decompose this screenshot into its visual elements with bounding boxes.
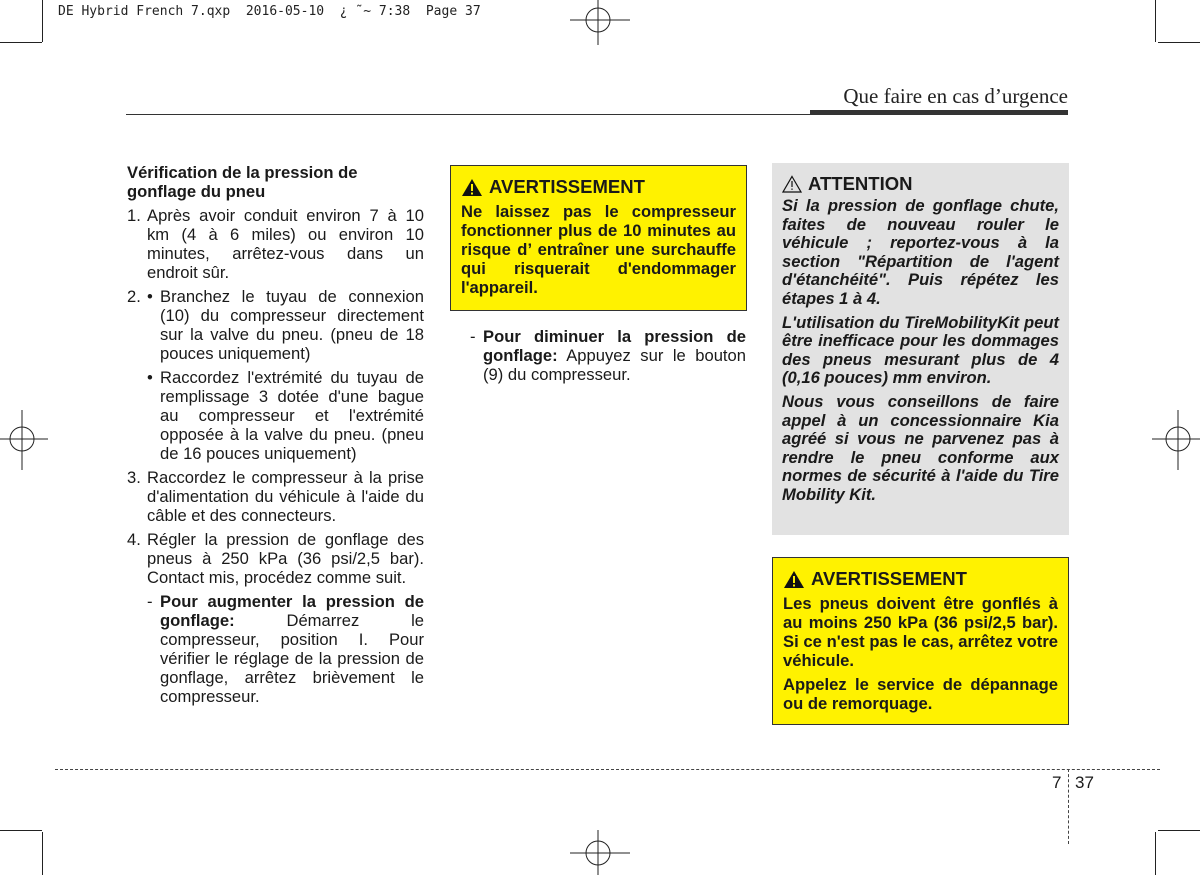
warning-triangle-icon <box>461 178 483 197</box>
warning-box-inflation <box>772 557 1069 725</box>
increase-label: Pour augmenter la pression de gonflage: <box>160 592 424 630</box>
registration-mark-right <box>1152 410 1200 470</box>
section-title: Que faire en cas d’urgence <box>843 84 1068 108</box>
registration-mark-top <box>570 0 630 45</box>
step-text: Après avoir conduit environ 7 à 10 km (4 à 6 miles) ou environ 10 minutes, arrêtez-vous dans un endroit sûr. <box>147 206 424 282</box>
dash-marker: - <box>147 592 153 611</box>
instructions-column <box>127 163 424 706</box>
caution-triangle-icon <box>782 175 802 193</box>
attention-box <box>772 163 1069 535</box>
decrease-pressure-item <box>470 327 746 384</box>
chapter-number: 7 <box>1052 773 1062 792</box>
decrease-label: Pour diminuer la pression de gonflage: <box>483 327 746 365</box>
step-1 <box>127 206 424 282</box>
step-2 <box>127 287 424 463</box>
footer-dashed-divider <box>1068 769 1069 844</box>
instructions-heading: Vérification de la pression de gonflage du pneu <box>127 163 358 201</box>
warning-paragraph: Les pneus doivent être gonflés à au moins 250 kPa (36 psi/2,5 bar). Si ce n'est pas le cas, arrêtez votre véhicule. <box>783 594 1058 670</box>
footer-dashed-line <box>55 769 1160 770</box>
increase-pressure-item <box>127 592 424 706</box>
warning-box-compressor <box>450 165 747 311</box>
registration-mark-bottom <box>570 830 630 875</box>
attention-paragraph: L'utilisation du TireMobilityKit peut être inefficace pour les dommages des pneus mesurant plus de 4 (0,16 pouces) mm environ. <box>782 312 1059 388</box>
bullet-icon: • <box>147 368 153 387</box>
warning-title: AVERTISSEMENT <box>489 176 645 197</box>
step-number: 4. <box>127 530 141 549</box>
page-number: 37 <box>1075 773 1094 792</box>
bullet-item <box>147 287 424 363</box>
bullet-item <box>147 368 424 463</box>
header-rule <box>126 114 810 115</box>
print-header: DE Hybrid French 7.qxp 2016-05-10 ¿ ˜~ 7:38 Page 37 <box>58 4 481 19</box>
step-text: Raccordez le compresseur à la prise d'alimentation du véhicule à l'aide du câble et des connecteurs. <box>147 468 424 525</box>
dash-marker: - <box>470 327 476 346</box>
step-3 <box>127 468 424 525</box>
bullet-text: Branchez le tuyau de connexion (10) du compresseur directement sur la valve du pneu. (pneu de 18 pouces uniquement) <box>160 287 424 363</box>
registration-mark-left <box>0 410 48 470</box>
attention-paragraph: Nous vous conseillons de faire appel à un concessionnaire Kia agréé si vous ne parvenez pas à rendre le pneu conforme aux normes de sécurité à l'aide du Tire Mobility Kit. <box>782 391 1059 504</box>
header-rule-thick <box>810 110 1068 115</box>
attention-paragraph: Si la pression de gonflage chute, faites de nouveau rouler le véhicule ; reportez-vous à la section "Répartition de l'agent d'étanchéité". Puis répétez les étapes 1 à 4. <box>782 196 1059 308</box>
step-number: 1. <box>127 206 141 225</box>
step-4 <box>127 530 424 587</box>
warning-title: AVERTISSEMENT <box>811 568 967 589</box>
attention-title: ATTENTION <box>808 173 913 194</box>
warning-triangle-icon <box>783 570 805 589</box>
step-text: Régler la pression de gonflage des pneus à 250 kPa (36 psi/2,5 bar). Contact mis, procédez comme suit. <box>147 530 424 587</box>
step-number: 2. <box>127 287 141 306</box>
decrease-text: Appuyez sur le bouton (9) du compresseur. <box>483 346 746 384</box>
warning-paragraph: Appelez le service de dépannage ou de remorquage. <box>783 675 1058 713</box>
bullet-icon: • <box>147 287 153 306</box>
increase-text: Démarrez le compresseur, position I. Pour vérifier le réglage de la pression de gonflage, arrêtez brièvement le compresseur. <box>160 611 424 706</box>
step-number: 3. <box>127 468 141 487</box>
bullet-text: Raccordez l'extrémité du tuyau de remplissage 3 dotée d'une bague au compresseur et l'extrémité opposée à la valve du pneu. (pneu de 16 pouces uniquement) <box>160 368 424 463</box>
warning-text: Ne laissez pas le compresseur fonctionner plus de 10 minutes au risque d’ entraîner une surchauffe qui risquerait d'endommager l'appareil. <box>461 202 736 297</box>
